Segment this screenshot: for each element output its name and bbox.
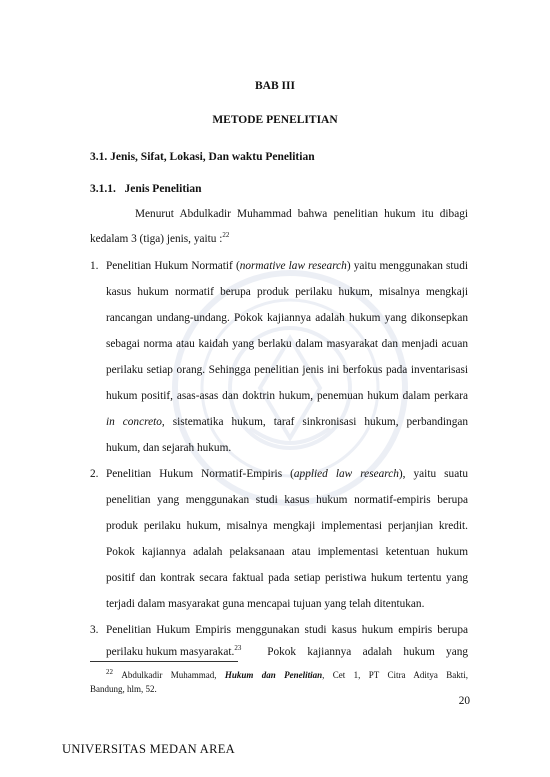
list-item-line: Penelitian Hukum Empiris menggunakan studi kasus hukum empiris berupa [106,624,468,636]
footnote-line-1: $^{22}$ Abdulkadir Muhammad, Hukum dan Penelitian, Cet 1, PT Citra Aditya Bakti, [106,668,468,680]
subsection-heading [90,183,202,195]
list-item-line: rancangan undang-undang. Pokok kajiannya adalah hukum yang dikonsepkan [106,312,468,324]
list-item-line: perilaku hukum masyarakat.$^{23}$ Pokok kajiannya adalah hukum yang [106,644,468,658]
list-item-line: penelitian yang menggunakan studi kasus hukum normatif-empiris berupa [106,494,468,506]
list-number: 2. [90,468,99,480]
page-number: 20 [458,695,470,707]
section-heading: 3.1. Jenis, Sifat, Lokasi, Dan waktu Penelitian [90,151,315,163]
intro-line-1: Menurut Abdulkadir Muhammad bahwa penelitian hukum itu dibagi [135,208,468,220]
list-item-line: produk perilaku hukum, misalnya mengkaji implementasi perjanjian kredit. [106,520,468,532]
footnote-ref: 23 [234,644,242,653]
footer-university: UNIVERSITAS MEDAN AREA [62,742,235,756]
intro-line-2: kedalam 3 (tiga) jenis, yaitu :$^{22}$ [90,231,230,245]
subsection-number: 3.1.1. [90,183,116,195]
footnote-ref: 22 [222,231,230,240]
list-item-line: Penelitian Hukum Normatif (normative law research) yaitu menggunakan studi [106,260,468,272]
footnote-separator [90,661,238,662]
list-item-line: perilaku setiap orang. Sehingga penelitian jenis ini berfokus pada inventarisasi [106,364,468,376]
chapter-heading: BAB III [255,80,295,92]
chapter-title: METODE PENELITIAN [212,114,338,126]
list-item-line: positif dan kontrak secara faktual pada setiap peristiwa hukum tertentu yang [106,572,468,584]
list-item-line: hukum positif, asas-asas dan doktrin hukum, penemuan hukum dalam perkara [106,390,468,402]
list-item-line: terjadi dalam masyarakat guna mencapai tujuan yang telah ditentukan. [106,598,425,610]
list-number: 1. [90,260,99,272]
footnote-line-2: Bandung, hlm, 52. [90,684,157,694]
list-item-line: Pokok kajiannya adalah pelaksanaan atau implementasi ketentuan hukum [106,546,468,558]
list-number: 3. [90,624,99,636]
list-item-line: kasus hukum normatif berupa produk perilaku hukum, misalnya mengkaji [106,286,468,298]
list-item-line: sebagai norma atau kaidah yang berlaku dalam masyarakat dan menjadi acuan [106,338,468,350]
list-item-line: hukum, dan sejarah hukum. [106,442,232,454]
list-item-line: Penelitian Hukum Normatif-Empiris (applied law research), yaitu suatu [106,468,468,480]
list-item-line: in concreto, sistematika hukum, taraf sinkronisasi hukum, perbandingan [106,416,469,428]
subsection-title: Jenis Penelitian [124,183,202,195]
